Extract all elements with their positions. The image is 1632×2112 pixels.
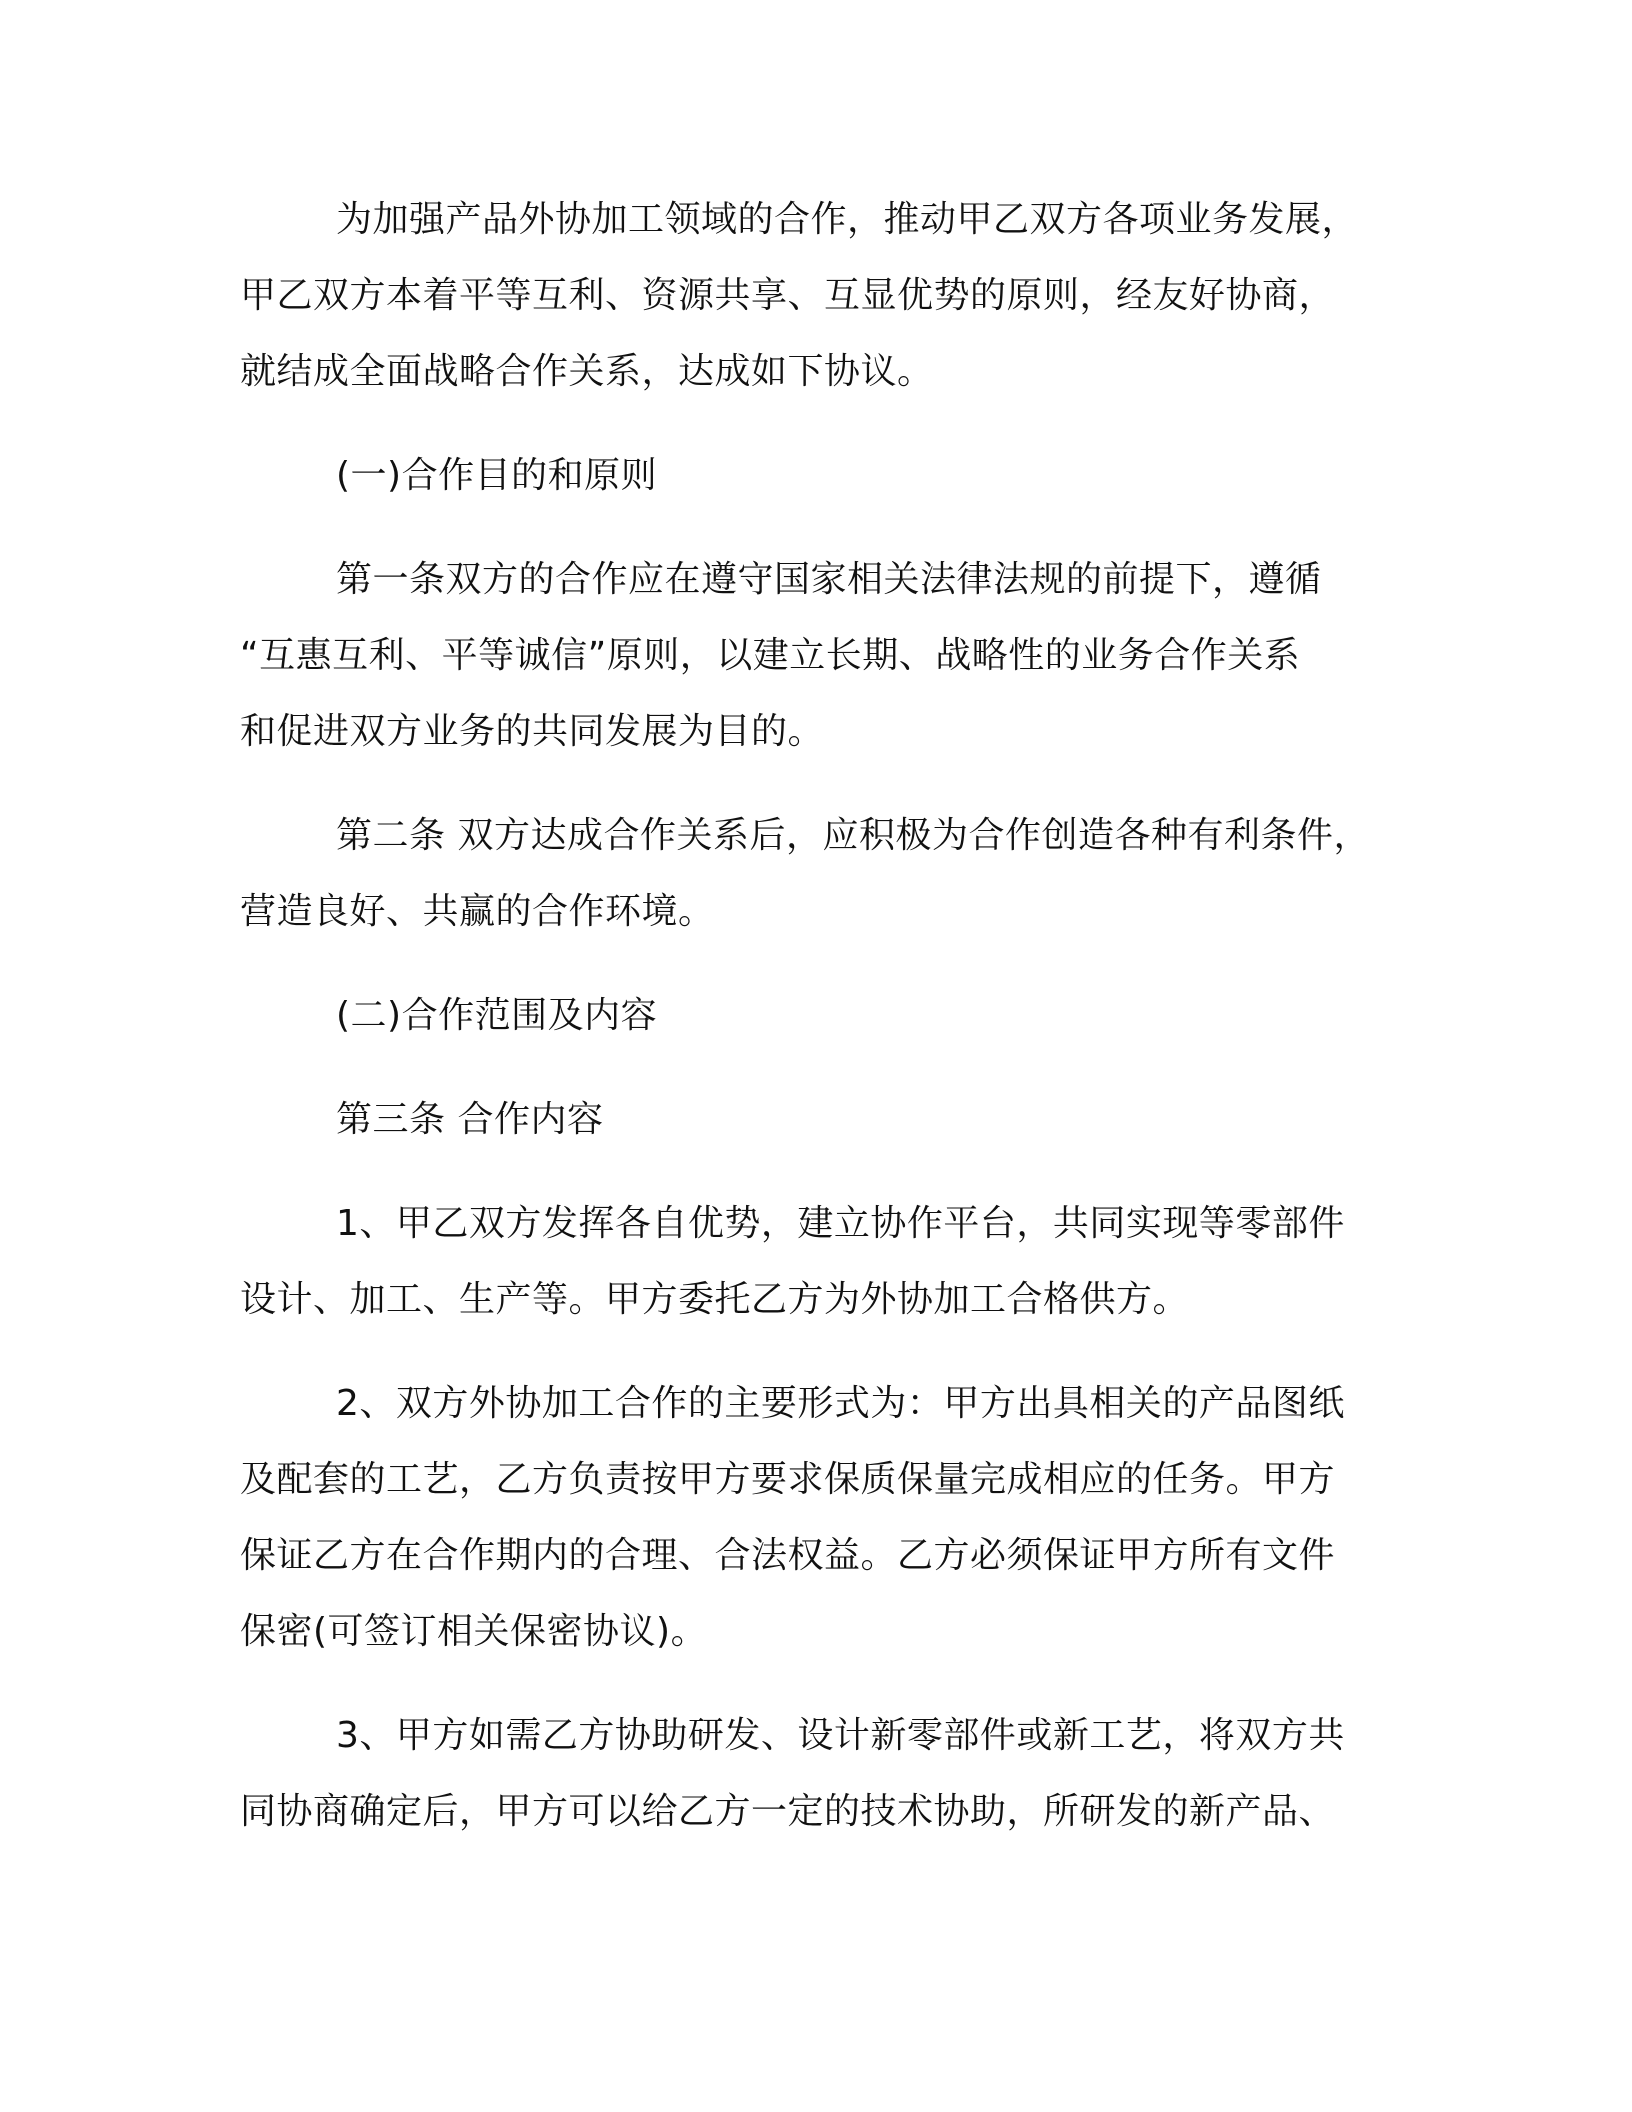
text-line: 就结成全面战略合作关系，达成如下协议。 [240,351,934,392]
text-line: 和促进双方业务的共同发展为目的。 [240,711,825,752]
document-body [240,182,1380,1850]
item-1 [240,1186,1380,1338]
section-heading-2 [240,978,1380,1054]
text-line: 营造良好、共赢的合作环境。 [240,891,715,932]
text-line: 同协商确定后，甲方可以给乙方一定的技术协助，所研发的新产品、 [240,1791,1336,1832]
paragraph-intro [240,182,1380,410]
item-2 [240,1366,1380,1670]
article-3-heading [240,1082,1380,1158]
text-line: 1、甲乙双方发挥各自优势，建立协作平台，共同实现等零部件 [336,1203,1345,1244]
article-2 [240,798,1380,950]
text-line: 2、双方外协加工合作的主要形式为：甲方出具相关的产品图纸 [336,1383,1345,1424]
text-line: 甲乙双方本着平等互利、资源共享、互显优势的原则，经友好协商， [240,275,1336,316]
text-line: 保证乙方在合作期内的合理、合法权益。乙方必须保证甲方所有文件 [240,1535,1336,1576]
text-line: “互惠互利、平等诚信”原则，以建立长期、战略性的业务合作关系 [240,635,1301,676]
text-line: 及配套的工艺，乙方负责按甲方要求保质保量完成相应的任务。甲方 [240,1459,1336,1500]
text-line: 第三条 合作内容 [336,1099,604,1140]
text-line: (一)合作目的和原则 [336,455,658,496]
text-line: 第一条双方的合作应在遵守国家相关法律法规的前提下，遵循 [336,559,1322,600]
text-line: 为加强产品外协加工领域的合作，推动甲乙双方各项业务发展， [336,199,1359,240]
text-line: 设计、加工、生产等。甲方委托乙方为外协加工合格供方。 [240,1279,1190,1320]
text-line: 3、甲方如需乙方协助研发、设计新零部件或新工艺，将双方共 [336,1715,1345,1756]
text-line: (二)合作范围及内容 [336,995,658,1036]
article-1 [240,542,1380,770]
section-heading-1 [240,438,1380,514]
text-line: 第二条 双方达成合作关系后，应积极为合作创造各种有利条件， [336,815,1370,856]
text-line: 保密(可签订相关保密协议)。 [240,1611,708,1652]
item-3 [240,1698,1380,1850]
